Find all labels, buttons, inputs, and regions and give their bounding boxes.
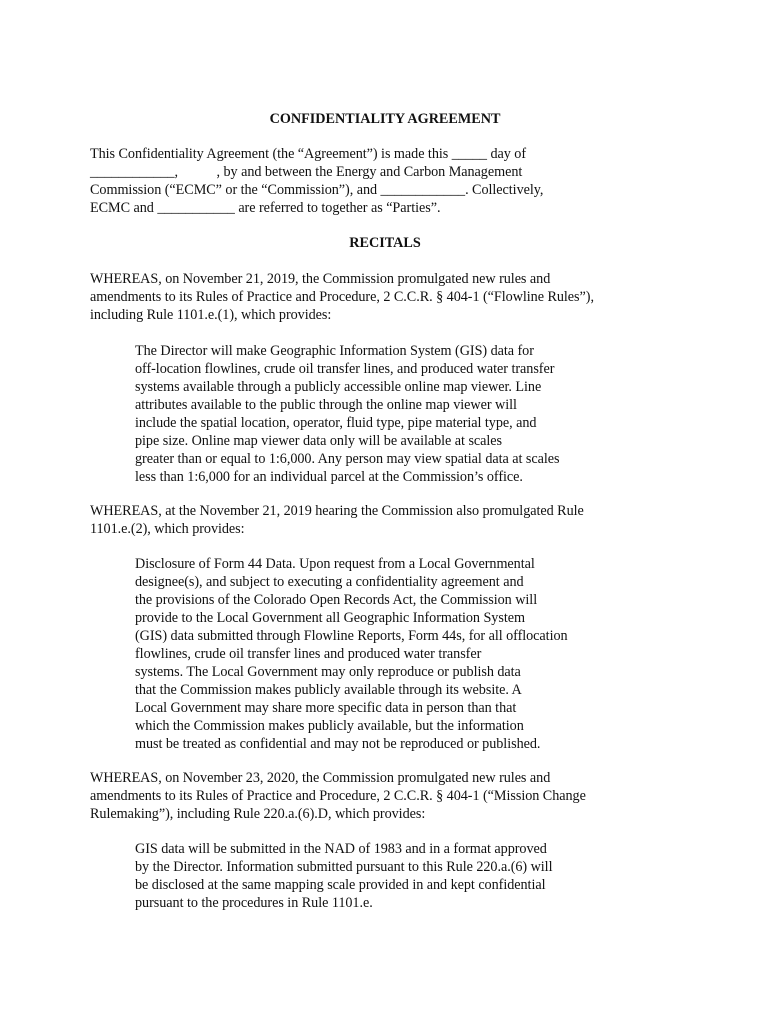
quote-line: systems. The Local Government may only reproduce or publish data	[135, 664, 521, 680]
intro-line: ECMC and ___________ are referred to together as “Parties”.	[90, 200, 441, 216]
quote-line: systems available through a publicly accessible online map viewer. Line	[135, 379, 542, 395]
intro-line: ____________, , by and between the Energy and Carbon Management	[90, 164, 523, 180]
quote-line: designee(s), and subject to executing a confidentiality agreement and	[135, 574, 524, 590]
intro-line: This Confidentiality Agreement (the “Agreement”) is made this _____ day of	[90, 146, 526, 162]
quote-line: provide to the Local Government all Geographic Information System	[135, 610, 525, 626]
quote-line: that the Commission makes publicly available through its website. A	[135, 682, 522, 698]
quote-line: include the spatial location, operator, fluid type, pipe material type, and	[135, 415, 537, 431]
quote-line: greater than or equal to 1:6,000. Any person may view spatial data at scales	[135, 451, 560, 467]
document-title: CONFIDENTIALITY AGREEMENT	[269, 111, 501, 127]
whereas-paragraph-3	[90, 769, 586, 823]
intro-paragraph	[90, 145, 543, 217]
quote-line: Disclosure of Form 44 Data. Upon request from a Local Governmental	[135, 556, 535, 572]
quote-line: (GIS) data submitted through Flowline Reports, Form 44s, for all offlocation	[135, 628, 568, 644]
block-quote-3	[135, 840, 552, 912]
quote-line: GIS data will be submitted in the NAD of 1983 and in a format approved	[135, 841, 547, 857]
whereas-paragraph-2	[90, 502, 584, 538]
intro-line: Commission (“ECMC” or the “Commission”), and ____________. Collectively,	[90, 182, 544, 198]
whereas-line: Rulemaking”), including Rule 220.a.(6).D, which provides:	[90, 806, 426, 822]
whereas-line: WHEREAS, on November 21, 2019, the Commission promulgated new rules and	[90, 271, 551, 287]
whereas-line: 1101.e.(2), which provides:	[90, 521, 245, 537]
whereas-line: WHEREAS, on November 23, 2020, the Commission promulgated new rules and	[90, 770, 551, 786]
quote-line: less than 1:6,000 for an individual parcel at the Commission’s office.	[135, 469, 523, 485]
whereas-line: WHEREAS, at the November 21, 2019 hearing the Commission also promulgated Rule	[90, 503, 584, 519]
quote-line: flowlines, crude oil transfer lines and produced water transfer	[135, 646, 482, 662]
quote-line: must be treated as confidential and may not be reproduced or published.	[135, 736, 541, 752]
whereas-line: including Rule 1101.e.(1), which provides:	[90, 307, 332, 323]
quote-line: attributes available to the public through the online map viewer will	[135, 397, 517, 413]
block-quote-2	[135, 555, 568, 753]
whereas-line: amendments to its Rules of Practice and Procedure, 2 C.C.R. § 404-1 (“Mission Change	[90, 788, 586, 804]
block-quote-1	[135, 342, 559, 486]
whereas-line: amendments to its Rules of Practice and Procedure, 2 C.C.R. § 404-1 (“Flowline Rules”),	[90, 289, 594, 305]
recitals-heading: RECITALS	[349, 235, 421, 251]
quote-line: pursuant to the procedures in Rule 1101.e.	[135, 895, 373, 911]
quote-line: The Director will make Geographic Information System (GIS) data for	[135, 343, 534, 359]
quote-line: Local Government may share more specific data in person than that	[135, 700, 517, 716]
quote-line: which the Commission makes publicly available, but the information	[135, 718, 524, 734]
quote-line: the provisions of the Colorado Open Records Act, the Commission will	[135, 592, 538, 608]
whereas-paragraph-1	[90, 270, 594, 324]
quote-line: off-location flowlines, crude oil transfer lines, and produced water transfer	[135, 361, 555, 377]
quote-line: pipe size. Online map viewer data only will be available at scales	[135, 433, 503, 449]
quote-line: by the Director. Information submitted pursuant to this Rule 220.a.(6) will	[135, 859, 553, 875]
quote-line: be disclosed at the same mapping scale provided in and kept confidential	[135, 877, 546, 893]
